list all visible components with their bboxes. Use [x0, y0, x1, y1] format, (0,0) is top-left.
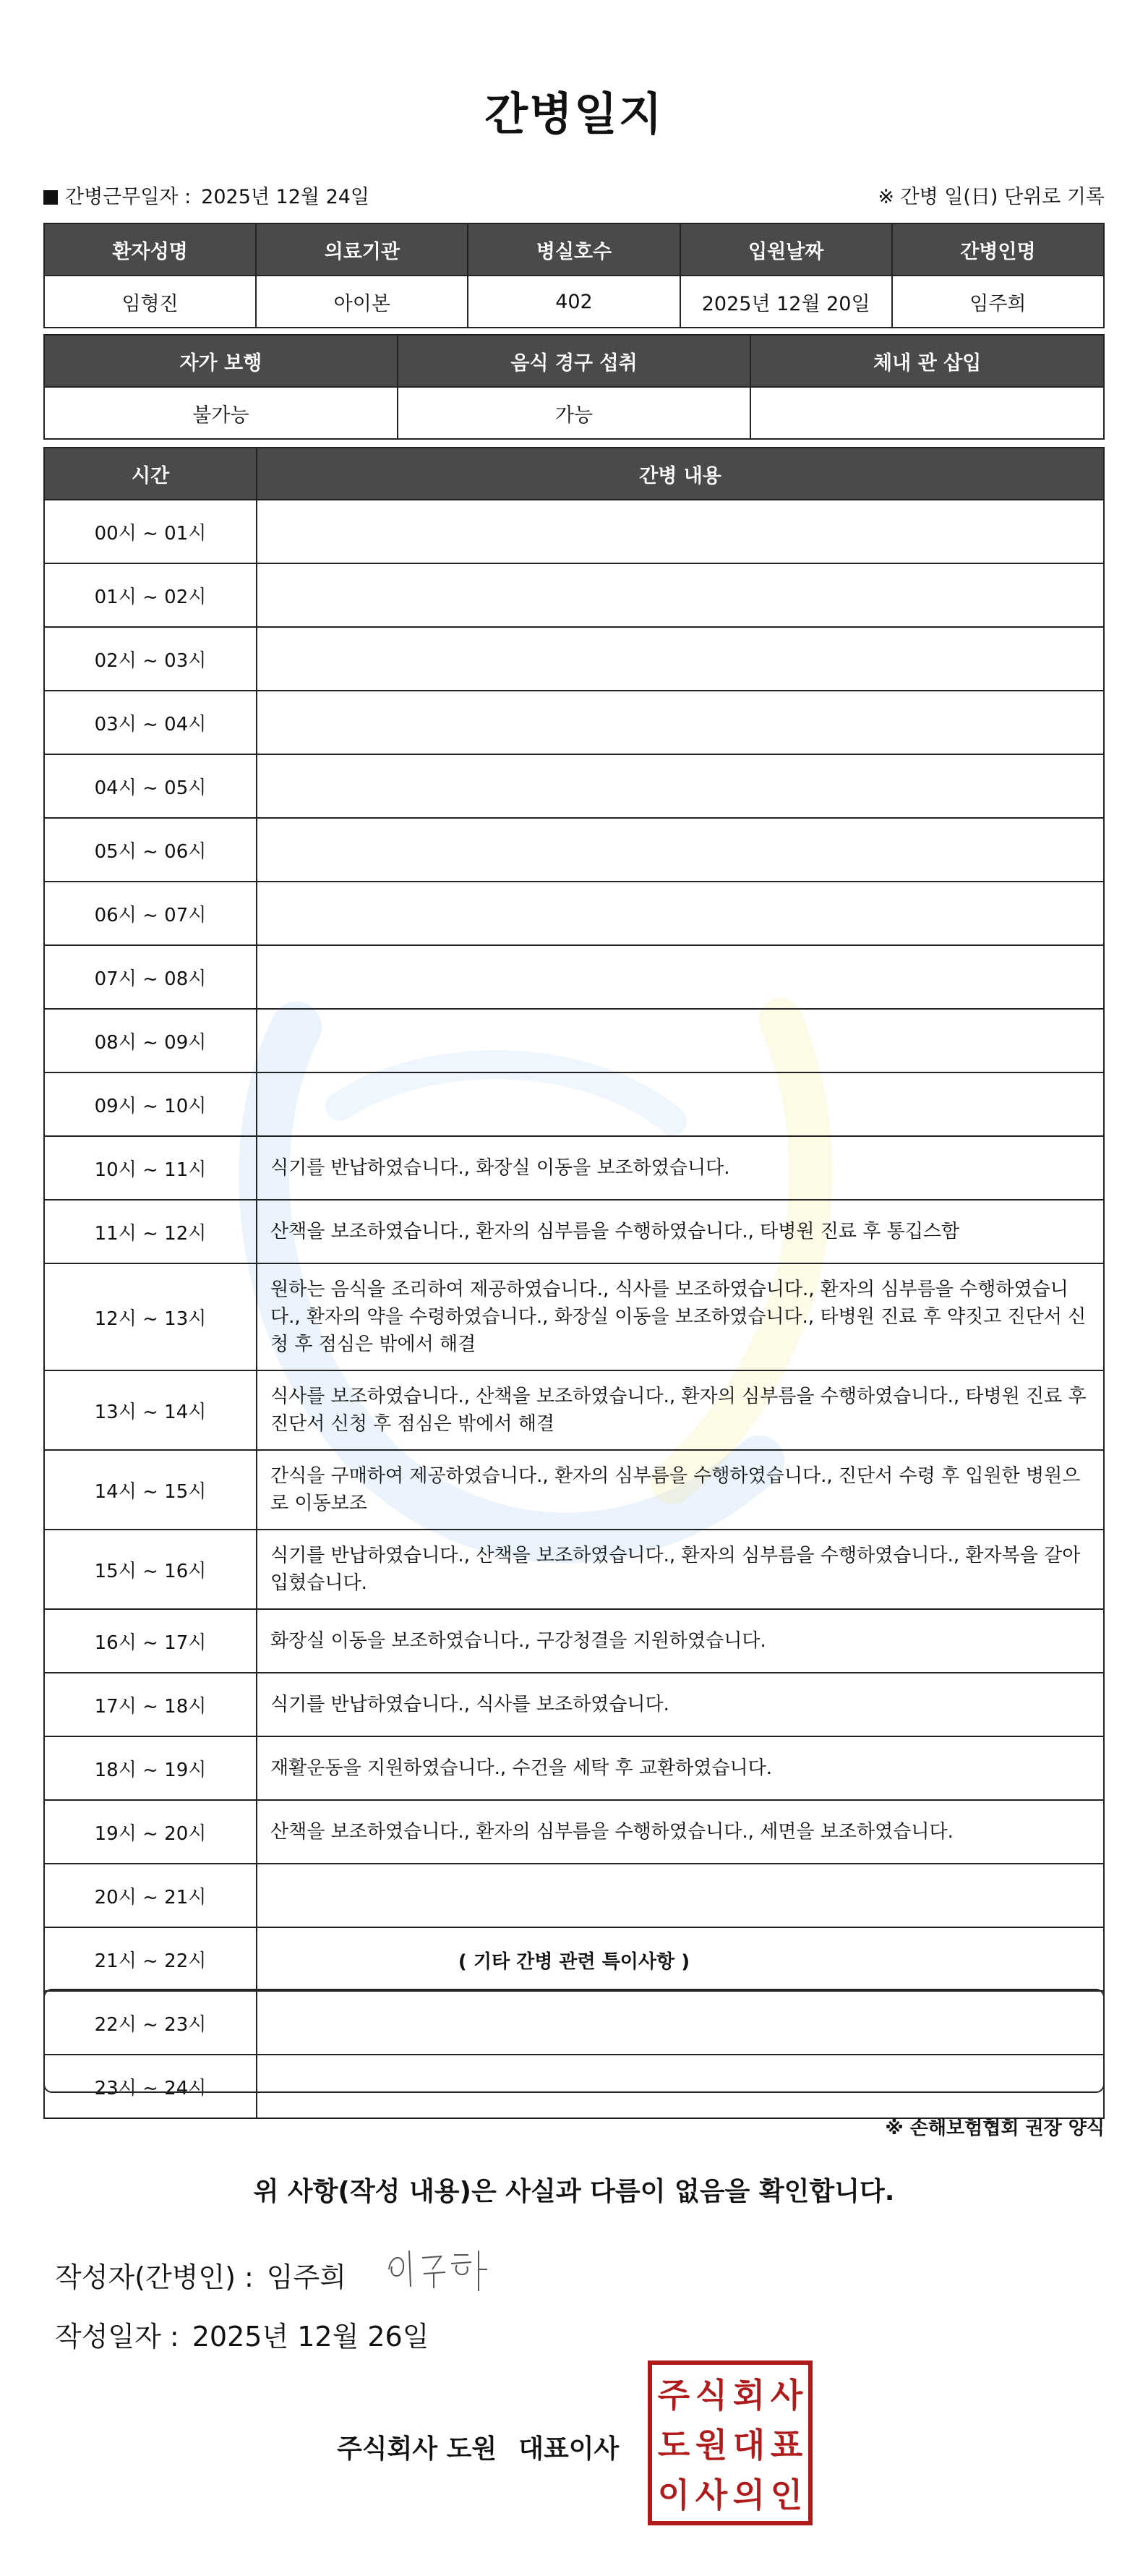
log-row — [44, 818, 1104, 882]
log-row — [44, 754, 1104, 818]
log-content — [257, 627, 1104, 691]
seal-char: 사 — [770, 2375, 803, 2415]
log-row — [44, 1450, 1104, 1530]
seal-char: 사 — [695, 2475, 728, 2515]
log-content — [257, 1072, 1104, 1136]
log-row — [44, 1673, 1104, 1736]
log-content — [257, 754, 1104, 818]
writer-label: 작성자(간병인) : — [55, 2261, 254, 2293]
log-time: 23시 ~ 24시 — [44, 2055, 257, 2118]
seal-char: 도 — [657, 2425, 690, 2465]
special-notes-box — [43, 1989, 1105, 2093]
log-row — [44, 627, 1104, 691]
log-row — [44, 1263, 1104, 1370]
company-line — [337, 2428, 619, 2465]
patient-status-table — [43, 334, 1105, 440]
log-content — [257, 882, 1104, 945]
seal-char: 대 — [732, 2425, 766, 2465]
log-time: 17시 ~ 18시 — [44, 1673, 257, 1736]
page-title: 간병일지 — [484, 88, 664, 140]
patient-name: 임형진 — [44, 276, 256, 328]
writer-line — [55, 2255, 346, 2295]
log-row — [44, 1072, 1104, 1136]
log-time: 10시 ~ 11시 — [44, 1136, 257, 1200]
header-oral-intake: 음식 경구 섭취 — [398, 335, 751, 387]
log-time: 11시 ~ 12시 — [44, 1200, 257, 1263]
seal-char: 주 — [657, 2375, 690, 2415]
log-time: 19시 ~ 20시 — [44, 1800, 257, 1864]
log-time: 21시 ~ 22시 — [44, 1927, 257, 1991]
handwritten-signature — [382, 2240, 490, 2298]
hospital: 아이본 — [256, 276, 468, 328]
log-content — [257, 945, 1104, 1009]
log-time: 03시 ~ 04시 — [44, 691, 257, 754]
self-walking: 불가능 — [44, 387, 398, 439]
log-time: 15시 ~ 16시 — [44, 1530, 257, 1609]
patient-info-table — [43, 223, 1105, 328]
company-name: 주식회사 도원 — [337, 2434, 497, 2464]
unit-note: ※ 간병 일(日) 단위로 기록 — [878, 186, 1105, 208]
log-content: 원하는 음식을 조리하여 제공하였습니다., 식사를 보조하였습니다., 환자의 심부름을 수행하였습니다., 환자의 약을 수령하였습니다., 화장실 이동을 보조하였습니다., 타병원 진료 후 약짓고 진단서 신청 후 점심은 밖에서 해결 — [257, 1263, 1104, 1370]
log-content: 산책을 보조하였습니다., 환자의 심부름을 수행하였습니다., 세면을 보조하였습니다. — [257, 1800, 1104, 1864]
log-time: 12시 ~ 13시 — [44, 1263, 257, 1370]
log-content — [257, 1864, 1104, 1927]
log-content — [257, 563, 1104, 627]
written-date-label: 작성일자 : — [55, 2321, 179, 2353]
log-content — [257, 691, 1104, 754]
log-row — [44, 1609, 1104, 1673]
log-row — [44, 1800, 1104, 1864]
log-time: 09시 ~ 10시 — [44, 1072, 257, 1136]
log-row — [44, 563, 1104, 627]
log-time: 16시 ~ 17시 — [44, 1609, 257, 1673]
special-notes-label: ( 기타 간병 관련 특이사항 ) — [458, 1951, 690, 1973]
oral-intake: 가능 — [398, 387, 751, 439]
confirm-statement: 위 사항(작성 내용)은 사실과 다름이 없음을 확인합니다. — [253, 2177, 895, 2206]
log-time: 18시 ~ 19시 — [44, 1736, 257, 1800]
work-date-label: 간병근무일자 : — [65, 186, 192, 208]
room-number: 402 — [468, 276, 680, 328]
log-content: 식기를 반납하였습니다., 산책을 보조하였습니다., 환자의 심부름을 수행하였습니다., 환자복을 갈아입혔습니다. — [257, 1530, 1104, 1609]
log-content — [257, 818, 1104, 882]
log-time: 07시 ~ 08시 — [44, 945, 257, 1009]
log-content: 산책을 보조하였습니다., 환자의 심부름을 수행하였습니다., 타병원 진료 후 통깁스함 — [257, 1200, 1104, 1263]
seal-char: 회 — [732, 2375, 766, 2415]
log-content: 식기를 반납하였습니다., 화장실 이동을 보조하였습니다. — [257, 1136, 1104, 1200]
log-time: 13시 ~ 14시 — [44, 1370, 257, 1450]
log-content: 간식을 구매하여 제공하였습니다., 환자의 심부름을 수행하였습니다., 진단서 수령 후 입원한 병원으로 이동보조 — [257, 1450, 1104, 1530]
log-row — [44, 1736, 1104, 1800]
writer-name: 임주희 — [266, 2261, 346, 2293]
written-date-value: 2025년 12월 26일 — [192, 2321, 429, 2353]
header-patient-name: 환자성명 — [44, 223, 256, 276]
seal-char: 의 — [732, 2475, 766, 2515]
log-row — [44, 945, 1104, 1009]
log-row — [44, 1530, 1104, 1609]
log-time: 14시 ~ 15시 — [44, 1450, 257, 1530]
caregiver-name: 임주희 — [892, 276, 1104, 328]
header-care-content: 간병 내용 — [257, 448, 1104, 500]
log-time: 22시 ~ 23시 — [44, 1991, 257, 2055]
log-content: 식기를 반납하였습니다., 식사를 보조하였습니다. — [257, 1673, 1104, 1736]
log-time: 08시 ~ 09시 — [44, 1009, 257, 1072]
seal-char: 이 — [657, 2475, 690, 2515]
log-time: 01시 ~ 02시 — [44, 563, 257, 627]
log-content: 화장실 이동을 보조하였습니다., 구강청결을 지원하였습니다. — [257, 1609, 1104, 1673]
log-row — [44, 882, 1104, 945]
header-hospital: 의료기관 — [256, 223, 468, 276]
seal-char: 식 — [695, 2375, 728, 2415]
log-row — [44, 1009, 1104, 1072]
log-time: 02시 ~ 03시 — [44, 627, 257, 691]
seal-char: 인 — [770, 2475, 803, 2515]
tube-insertion — [750, 387, 1104, 439]
log-time: 04시 ~ 05시 — [44, 754, 257, 818]
log-content — [257, 500, 1104, 563]
log-row — [44, 1200, 1104, 1263]
log-time: 06시 ~ 07시 — [44, 882, 257, 945]
log-row — [44, 1136, 1104, 1200]
log-content: 식사를 보조하였습니다., 산책을 보조하였습니다., 환자의 심부름을 수행하였습니다., 타병원 진료 후 진단서 신청 후 점심은 밖에서 해결 — [257, 1370, 1104, 1450]
square-bullet-icon — [43, 190, 58, 205]
admission-date: 2025년 12월 20일 — [680, 276, 892, 328]
work-date-line — [43, 181, 369, 209]
header-caregiver-name: 간병인명 — [892, 223, 1104, 276]
insurance-note: ※ 손해보험협회 권장 양식 — [885, 2117, 1105, 2139]
written-date-line — [55, 2314, 429, 2354]
care-log-table — [43, 447, 1105, 2119]
work-date-value: 2025년 12월 24일 — [201, 186, 370, 208]
log-row — [44, 1864, 1104, 1927]
header-time: 시간 — [44, 448, 257, 500]
header-room-number: 병실호수 — [468, 223, 680, 276]
log-time: 20시 ~ 21시 — [44, 1864, 257, 1927]
seal-char: 원 — [695, 2425, 728, 2465]
header-self-walking: 자가 보행 — [44, 335, 398, 387]
log-content — [257, 1009, 1104, 1072]
log-content: 재활운동을 지원하였습니다., 수건을 세탁 후 교환하였습니다. — [257, 1736, 1104, 1800]
log-time: 05시 ~ 06시 — [44, 818, 257, 882]
header-admission-date: 입원날짜 — [680, 223, 892, 276]
company-seal — [648, 2360, 813, 2525]
log-time: 00시 ~ 01시 — [44, 500, 257, 563]
log-row — [44, 1370, 1104, 1450]
header-tube-insertion: 체내 관 삽입 — [750, 335, 1104, 387]
log-row — [44, 500, 1104, 563]
representative-title: 대표이사 — [518, 2434, 620, 2464]
seal-char: 표 — [770, 2425, 803, 2465]
log-row — [44, 691, 1104, 754]
